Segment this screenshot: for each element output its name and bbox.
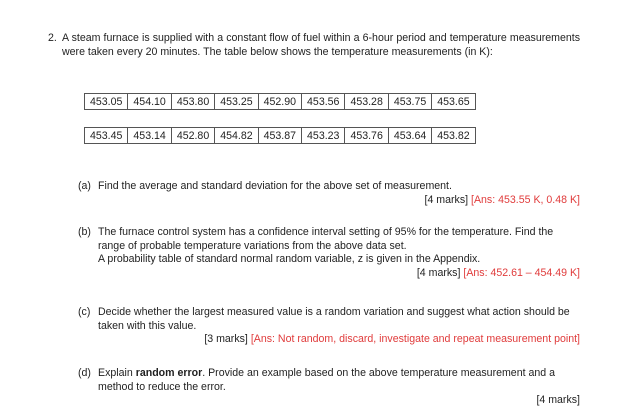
table-cell: 453.87: [258, 128, 301, 144]
part-a-marks-line: [98, 194, 580, 208]
table-cell: 453.05: [85, 94, 128, 110]
part-d-marks: [4 marks]: [536, 394, 580, 407]
part-d-marks-line: [98, 394, 580, 408]
part-d-label: (d): [78, 367, 91, 379]
part-b-text: The furnace control system has a confidence interval setting of 95% for the temperature. Find the range of probable temperature variations from the above data set.: [98, 226, 554, 252]
part-d-text-after: . Provide an example based on the above temperature measurement and a method to reduce the error.: [98, 367, 555, 393]
part-d: [78, 367, 580, 408]
question-number: 2.: [48, 32, 57, 44]
part-b-marks: [4 marks]: [416, 266, 461, 279]
part-a: [78, 180, 580, 207]
table-cell: 453.82: [432, 128, 475, 144]
table-cell: 453.25: [215, 94, 258, 110]
question-intro: [48, 31, 580, 59]
part-c-answer: [Ans: Not random, discard, investigate and repeat measurement point]: [250, 333, 580, 346]
part-a-answer: [Ans: 453.55 K, 0.48 K]: [471, 193, 580, 206]
table-cell: 453.45: [85, 128, 128, 144]
table-cell: 453.64: [388, 128, 431, 144]
part-b: [78, 226, 580, 280]
table-cell: 453.28: [345, 94, 388, 110]
table-cell: 453.65: [432, 94, 475, 110]
table-cell: 454.82: [215, 128, 258, 144]
part-a-text: Find the average and standard deviation for the above set of measurement.: [98, 180, 452, 192]
table-cell: 453.56: [302, 94, 345, 110]
part-b-marks-line: [98, 267, 580, 281]
part-c-label: (c): [78, 306, 91, 318]
table-cell: 453.76: [345, 128, 388, 144]
part-a-marks: [4 marks]: [424, 193, 469, 206]
table-cell: 454.10: [128, 94, 171, 110]
temperature-table-1: [84, 93, 476, 110]
part-b-text-2: A probability table of standard normal random variable, z is given in the Appendix.: [98, 253, 481, 266]
table-cell: 452.80: [171, 128, 214, 144]
part-c-text: Decide whether the largest measured value is a random variation and suggest what action should be taken with this value.: [98, 306, 570, 332]
temperature-table-2: [84, 127, 476, 144]
table-cell: 452.90: [258, 94, 301, 110]
table-row: [85, 128, 476, 144]
part-d-text-before: Explain: [98, 367, 136, 379]
table-cell: 453.14: [128, 128, 171, 144]
part-c-marks: [3 marks]: [204, 333, 248, 346]
part-b-label: (b): [78, 226, 91, 238]
part-c: [78, 306, 580, 347]
part-c-marks-line: [98, 333, 580, 347]
table-cell: 453.80: [171, 94, 214, 110]
part-d-text: [98, 367, 580, 394]
table-cell: 453.75: [388, 94, 431, 110]
question-intro-text: A steam furnace is supplied with a constant flow of fuel within a 6-hour period and temperature measurements were taken every 20 minutes. The table below shows the temperature measurements (in K):: [62, 32, 580, 58]
part-a-label: (a): [78, 180, 91, 192]
table-cell: 453.23: [302, 128, 345, 144]
table-row: [85, 94, 476, 110]
part-d-bold-term: random error: [135, 367, 203, 379]
part-b-answer: [Ans: 452.61 – 454.49 K]: [463, 266, 580, 279]
